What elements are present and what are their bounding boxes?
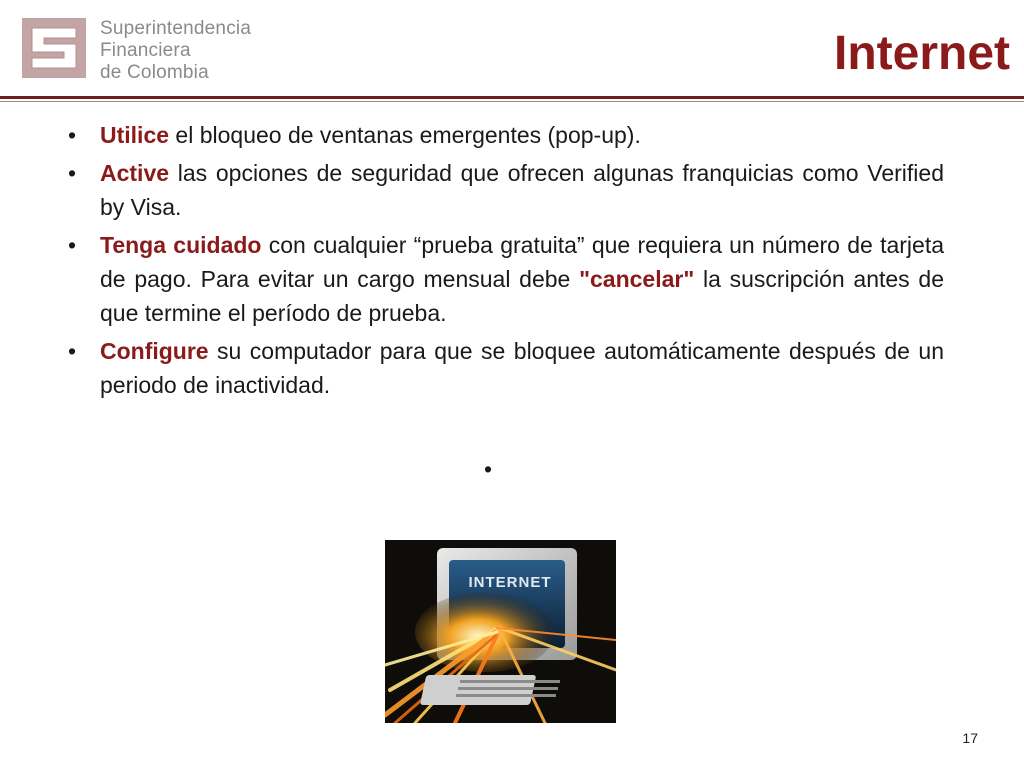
bullet-keyword: Active xyxy=(100,160,170,186)
logo-line-3: de Colombia xyxy=(100,62,209,83)
bullet-keyword: Utilice xyxy=(100,122,170,148)
computer-internet-illustration xyxy=(385,540,616,723)
page-number: 17 xyxy=(962,730,978,746)
computer-illustration-icon xyxy=(385,540,616,723)
bullet-keyword: Configure xyxy=(100,338,209,364)
bullet-dot: • xyxy=(67,122,77,148)
bullet-keyword-cancelar: "cancelar" xyxy=(579,266,695,292)
logo-text xyxy=(100,18,251,84)
logo-line-1: Superintendencia xyxy=(100,18,252,39)
bullet-keyword: Tenga cuidado xyxy=(100,232,262,258)
logo xyxy=(20,10,270,88)
title-divider-thin xyxy=(0,101,1024,102)
bullet-text: con cualquier “prueba gratuita” que requiera un número de tarjeta de pago. Para evitar un cargo mensual debe xyxy=(100,232,944,292)
logo-line-2: Financiera xyxy=(100,40,191,61)
bullet-text: las opciones de seguridad que ofrecen algunas franquicias como Verified by Visa. xyxy=(100,160,944,220)
empty-bullet: • xyxy=(484,456,493,482)
superfinanciera-logo-icon xyxy=(20,16,88,80)
bullet-text: el bloqueo de ventanas emergentes (pop-up). xyxy=(169,122,641,148)
bullet-item xyxy=(62,156,944,224)
illustration-screen-text: INTERNET xyxy=(468,574,552,591)
bullet-item xyxy=(62,228,944,330)
slide-title: Internet xyxy=(833,27,1010,80)
bullet-dot: • xyxy=(67,338,77,364)
bullet-dot: • xyxy=(67,160,77,186)
bullet-item xyxy=(62,118,944,152)
title-divider xyxy=(0,96,1024,99)
bullet-dot: • xyxy=(67,232,77,258)
bullet-text: la suscripción antes de que termine el período de prueba. xyxy=(100,266,944,326)
bullet-text: su computador para que se bloquee automáticamente después de un periodo de inactividad. xyxy=(100,338,944,398)
bullet-list xyxy=(62,118,944,406)
bullet-item xyxy=(62,334,944,402)
